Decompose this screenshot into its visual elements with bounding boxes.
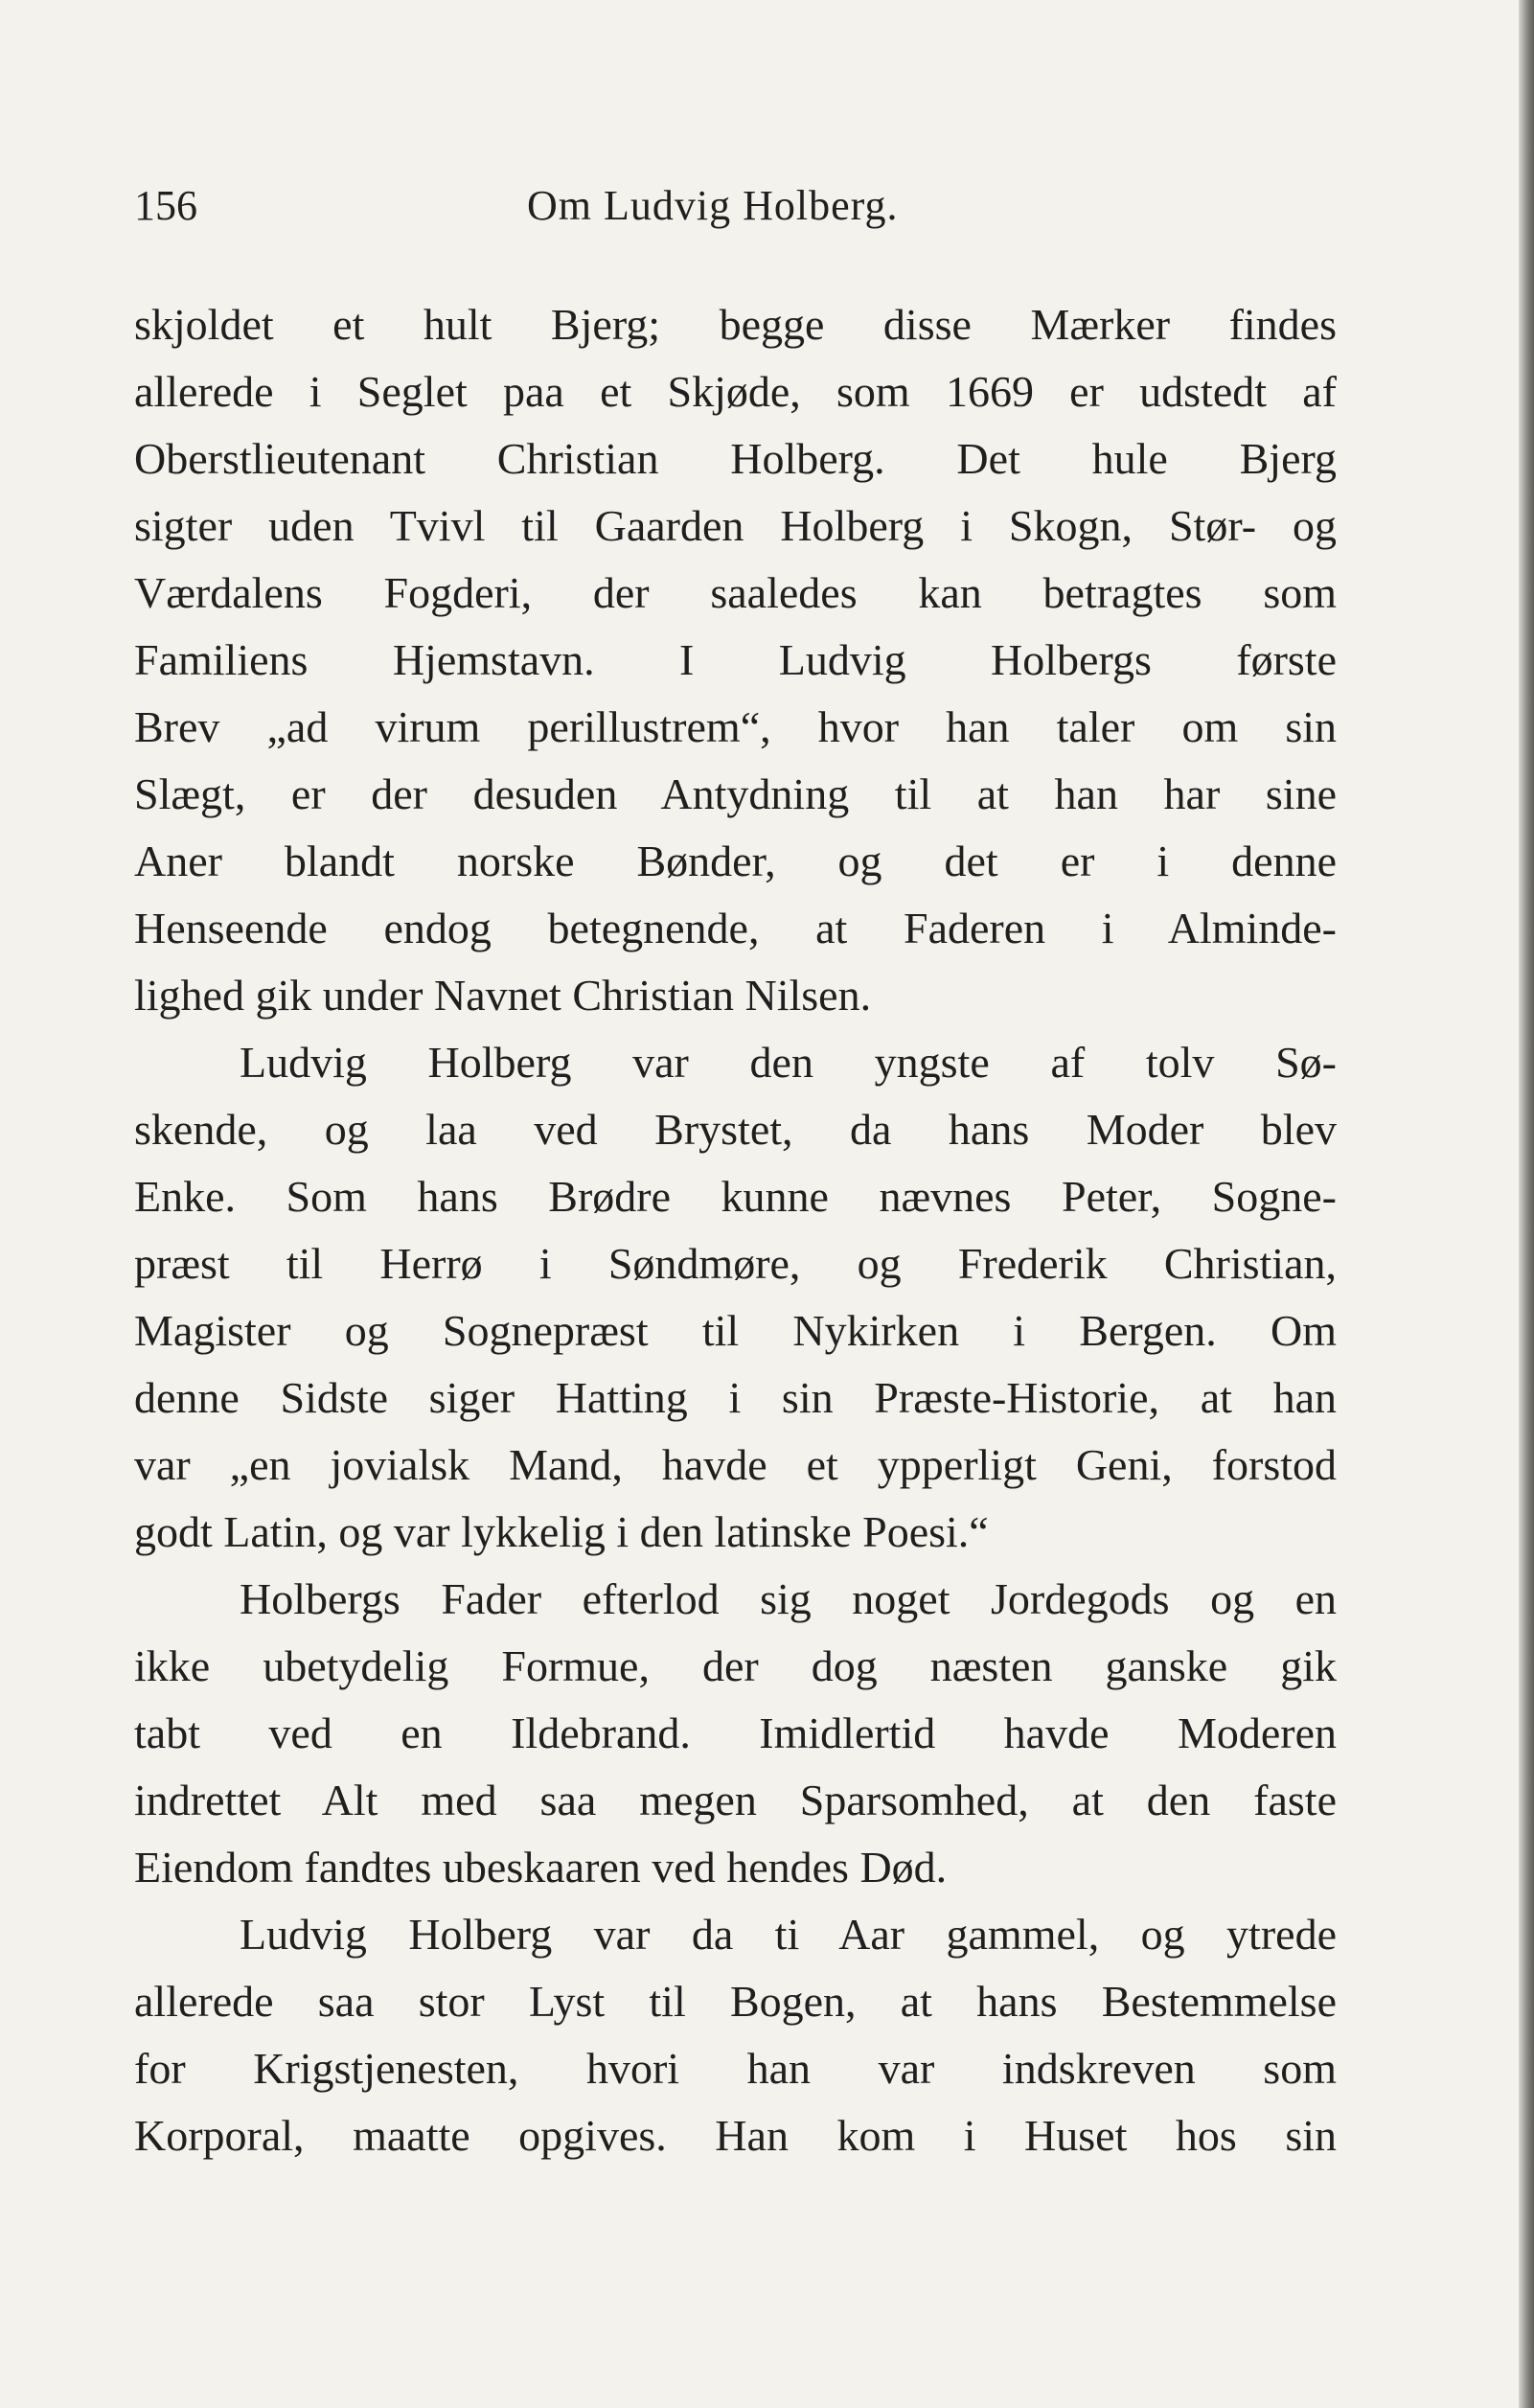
text-line: for Krigstjenesten, hvori han var indskreven som [134, 2044, 1337, 2093]
text-line: allerede i Seglet paa et Skjøde, som 1669 er udstedt af [134, 367, 1337, 416]
text-line: denne Sidste siger Hatting i sin Præste-Historie, at han [134, 1373, 1337, 1422]
text-line: Ludvig Holberg var den yngste af tolv Sø- [240, 1038, 1337, 1087]
text-line: Familiens Hjemstavn. I Ludvig Holbergs første [134, 635, 1337, 684]
page-edge [1519, 0, 1534, 2408]
text-line: Magister og Sognepræst til Nykirken i Bergen. Om [134, 1306, 1337, 1355]
text-line: Slægt, er der desuden Antydning til at han har sine [134, 769, 1337, 818]
body-text [134, 291, 1337, 2169]
text-line: lighed gik under Navnet Christian Nilsen. [134, 971, 872, 1020]
text-line: godt Latin, og var lykkelig i den latinske Poesi.“ [134, 1507, 989, 1556]
text-line: allerede saa stor Lyst til Bogen, at hans Bestemmelse [134, 1977, 1337, 2026]
text-line: Korporal, maatte opgives. Han kom i Huset hos sin [134, 2111, 1337, 2160]
text-line: tabt ved en Ildebrand. Imidlertid havde Moderen [134, 1709, 1337, 1757]
text-line: skende, og laa ved Brystet, da hans Moder blev [134, 1105, 1337, 1154]
text-line: Ludvig Holberg var da ti Aar gammel, og ytrede [240, 1910, 1337, 1959]
text-line: ikke ubetydelig Formue, der dog næsten ganske gik [134, 1641, 1337, 1690]
text-line: Aner blandt norske Bønder, og det er i denne [134, 837, 1337, 885]
running-head [134, 172, 1341, 240]
text-line: Holbergs Fader efterlod sig noget Jordegods og en [240, 1574, 1337, 1623]
text-line: skjoldet et hult Bjerg; begge disse Mærker findes [134, 300, 1337, 349]
text-line: Værdalens Fogderi, der saaledes kan betragtes som [134, 568, 1337, 617]
text-line: Oberstlieutenant Christian Holberg. Det hule Bjerg [134, 434, 1337, 483]
text-line: sigter uden Tvivl til Gaarden Holberg i Skogn, Stør- og [134, 501, 1337, 550]
text-line: præst til Herrø i Søndmøre, og Frederik Christian, [134, 1239, 1337, 1288]
page-number: 156 [134, 182, 197, 229]
text-line: Enke. Som hans Brødre kunne nævnes Peter, Sogne- [134, 1172, 1337, 1221]
text-line: var „en jovialsk Mand, havde et ypperligt Geni, forstod [134, 1440, 1337, 1489]
text-line: Brev „ad virum perillustrem“, hvor han taler om sin [134, 702, 1337, 751]
text-line: Eiendom fandtes ubeskaaren ved hendes Død. [134, 1843, 948, 1892]
running-title: Om Ludvig Holberg. [527, 182, 899, 229]
text-line: Henseende endog betegnende, at Faderen i Alminde- [134, 904, 1337, 952]
text-line: indrettet Alt med saa megen Sparsomhed, at den faste [134, 1776, 1337, 1824]
